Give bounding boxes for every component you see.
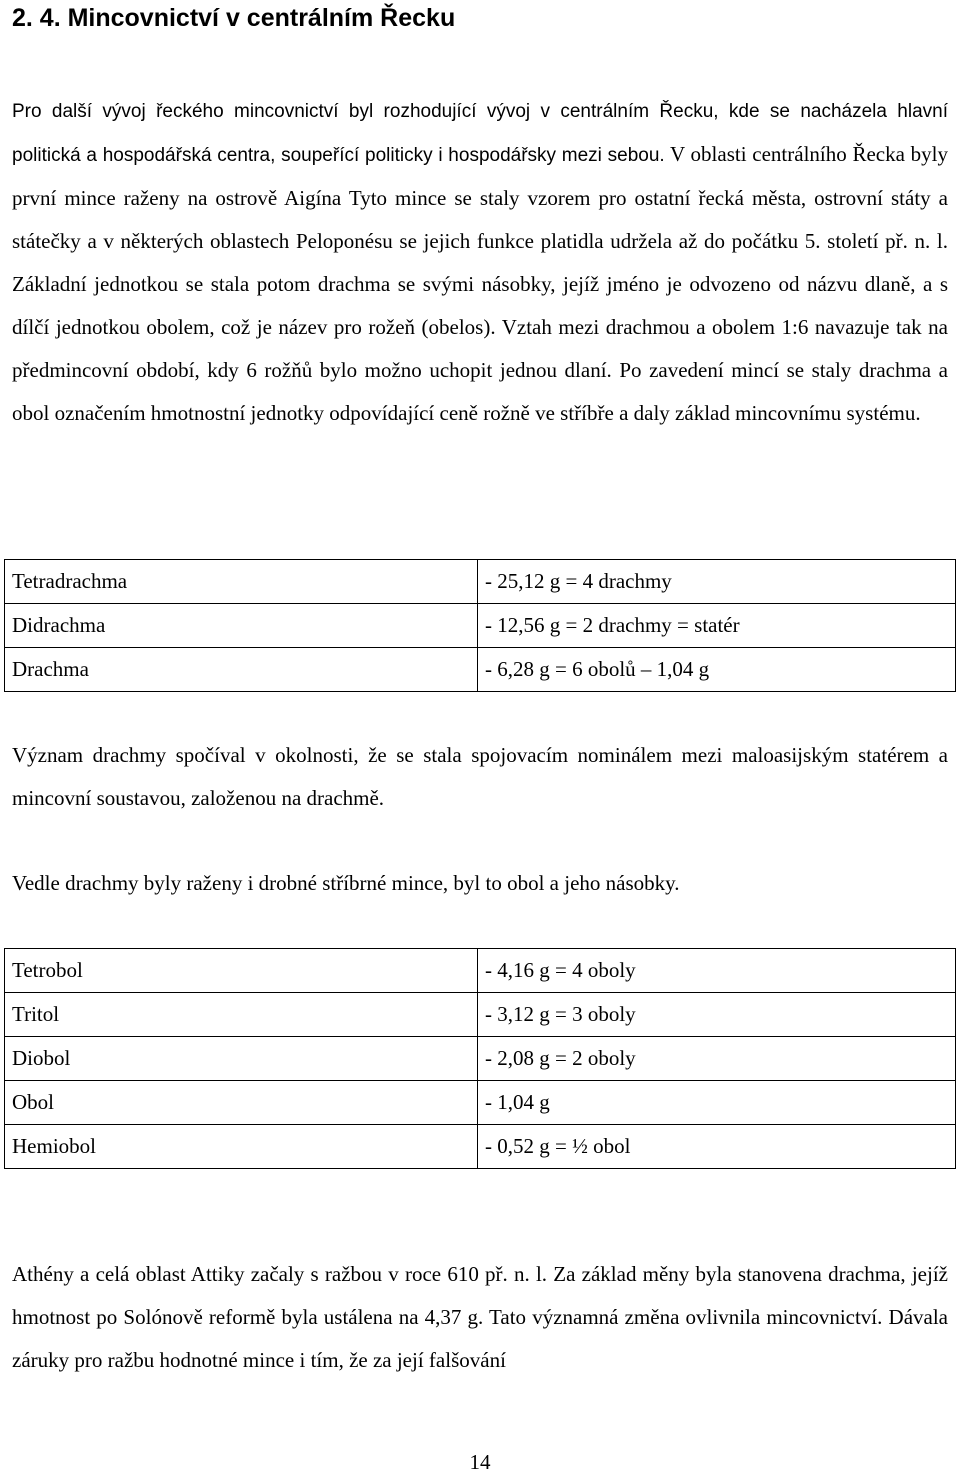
obol-table [4,948,956,1169]
section-heading: 2. 4. Mincovnictví v centrálním Řecku [12,4,456,32]
denomination-cell: Didrachma [5,604,478,648]
denomination-cell: Tritol [5,993,478,1037]
weight-cell: - 0,52 g = ½ obol [478,1125,956,1169]
weight-cell: - 3,12 g = 3 oboly [478,993,956,1037]
paragraph-small-coins: Vedle drachmy byly raženy i drobné stříbrné mince, byl to obol a jeho násobky. [12,871,680,895]
paragraph-intro-part3: Základní jednotkou se stala potom drachma se svými násobky, jejíž jméno je odvozeno od názvu dlaně, a s dílčí jednotkou obolem, což je název pro rožeň (obelos). Vztah mezi drachmou a obolem 1:6 navazuje tak na předmincovní období, kdy 6 rožňů bylo možno uchopit jednou dlaní. Po zavedení mincí se staly drachma a obol označením hmotnostní jednotky odpovídající ceně rožně ve stříbře a daly základ mincovnímu systému. [12,272,948,425]
weight-cell: - 2,08 g = 2 oboly [478,1037,956,1081]
table-row [5,993,956,1037]
denomination-cell: Tetrobol [5,949,478,993]
table-row [5,1037,956,1081]
weight-cell: - 12,56 g = 2 drachmy = statér [478,604,956,648]
weight-cell: - 25,12 g = 4 drachmy [478,560,956,604]
drachma-table [4,559,956,692]
table-row [5,949,956,993]
paragraph-intro [12,89,948,435]
weight-cell: - 4,16 g = 4 oboly [478,949,956,993]
denomination-cell: Tetradrachma [5,560,478,604]
denomination-cell: Drachma [5,648,478,692]
denomination-cell: Hemiobol [5,1125,478,1169]
paragraph-drachma-significance: Význam drachmy spočíval v okolnosti, že se stala spojovacím nominálem mezi maloasijským statérem a mincovní soustavou, založenou na drachmě. [12,743,948,810]
denomination-cell: Diobol [5,1037,478,1081]
table-row [5,648,956,692]
table-row [5,560,956,604]
denomination-cell: Obol [5,1081,478,1125]
paragraph-intro-sans-part: Pro další vývoj řeckého mincovnictví byl rozhodující vývoj v centrálním Řecku, kde se nacházela hlavní politická a hospodářská centra, soupeřící politicky i hospodářsky mezi sebou. [12,101,948,166]
table-row [5,1125,956,1169]
weight-cell: - 1,04 g [478,1081,956,1125]
page-number: 14 [469,1450,491,1474]
paragraph-intro-part2: V oblasti centrálního Řecka byly první mince raženy na ostrově Aigína Tyto mince se staly vzorem pro ostatní řecká města, ostrovní státy a státečky a v některých oblastech Peloponésu se jejich funkce platidla udržela až do počátku 5. století př. n. l. [12,142,948,253]
table-row [5,1081,956,1125]
weight-cell: - 6,28 g = 6 obolů – 1,04 g [478,648,956,692]
table-row [5,604,956,648]
paragraph-athens: Athény a celá oblast Attiky začaly s ražbou v roce 610 př. n. l. Za základ měny byla stanovena drachma, jejíž hmotnost po Solónově reformě byla ustálena na 4,37 g. Tato významná změna ovlivnila mincovnictví. Dávala záruky pro ražbu hodnotné mince i tím, že za její falšování [12,1262,948,1372]
